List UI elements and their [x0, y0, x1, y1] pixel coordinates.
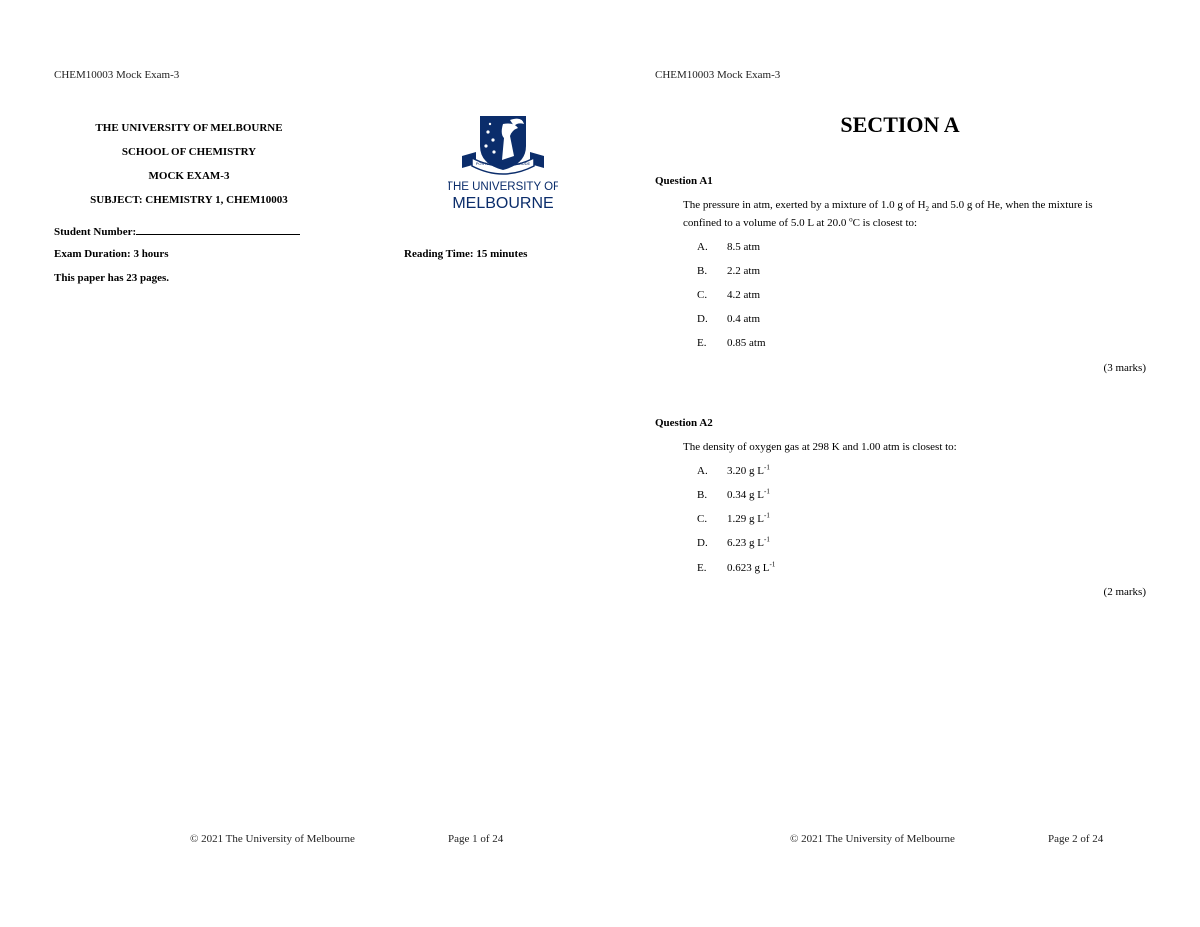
pages-note: This paper has 23 pages. [54, 272, 170, 284]
school-title: SCHOOL OF CHEMISTRY [121, 146, 257, 158]
a1-option-value[interactable]: 0.4 atm [727, 313, 760, 325]
a2-option-value[interactable]: 3.20 g $L^{-1}$ [727, 463, 770, 477]
a2-option-letter: A. [697, 465, 708, 477]
page1-footer-copyright: © 2021 The University of Melbourne [190, 833, 355, 845]
question-a1-marks: (3 marks) [1103, 362, 1146, 374]
subject-title: SUBJECT: CHEMISTRY 1, CHEM10003 [90, 194, 288, 206]
logo-line1: THE UNIVERSITY OF [448, 181, 558, 193]
page1-header: CHEM10003 Mock Exam-3 [54, 69, 180, 81]
a2-option-value[interactable]: 6.23 g $L^{-1}$ [727, 535, 770, 549]
crest-icon [448, 112, 558, 214]
student-number-field [54, 224, 300, 238]
page2-footer-copyright: © 2021 The University of Melbourne [790, 833, 955, 845]
question-a1-text-line1: The pressure in atm, exerted by a mixture of 1.0 g of $H_2$ and 5.0 g of He, when the mixture is [683, 199, 1093, 214]
a1-option-letter: A. [697, 241, 708, 253]
a1-option-value[interactable]: 4.2 atm [727, 289, 760, 301]
question-a2-marks: (2 marks) [1103, 586, 1146, 598]
a2-option-value[interactable]: 0.34 g $L^{-1}$ [727, 487, 770, 501]
question-a2-title: Question A2 [655, 417, 713, 429]
a2-option-letter: B. [697, 489, 708, 501]
a2-option-value[interactable]: 1.29 g $L^{-1}$ [727, 511, 770, 525]
a1-option-letter: D. [697, 313, 708, 325]
page2-footer-page: Page 2 of 24 [1048, 833, 1104, 845]
university-logo [448, 112, 558, 214]
student-number-line [136, 224, 300, 235]
question-a1-title: Question A1 [655, 175, 713, 187]
exam-title: MOCK EXAM-3 [148, 170, 230, 182]
a1-option-letter: E. [697, 337, 707, 349]
a1-option-value[interactable]: 8.5 atm [727, 241, 760, 253]
a1-option-value[interactable]: 0.85 atm [727, 337, 766, 349]
a2-option-letter: D. [697, 537, 708, 549]
a2-option-value[interactable]: 0.623 g $L^{-1}$ [727, 560, 776, 574]
a1-option-letter: C. [697, 289, 708, 301]
logo-line2: MELBOURNE [452, 195, 554, 212]
exam-duration: Exam Duration: 3 hours [54, 248, 169, 260]
page2-header: CHEM10003 Mock Exam-3 [655, 69, 781, 81]
question-a2-text: The density of oxygen gas at 298 K and 1.00 atm is closest to: [683, 441, 957, 453]
a2-option-letter: C. [697, 513, 708, 525]
a1-option-value[interactable]: 2.2 atm [727, 265, 760, 277]
reading-time: Reading Time: 15 minutes [404, 248, 528, 260]
question-a1-text-line2: confined to a volume of 5.0 L at 20.0 $^o$C is closest to: [683, 215, 918, 229]
student-number-label: Student Number: [54, 226, 137, 238]
university-title: THE UNIVERSITY OF MELBOURNE [95, 122, 283, 134]
section-title: SECTION A [840, 112, 960, 137]
a2-option-letter: E. [697, 562, 707, 574]
page1-footer-page: Page 1 of 24 [448, 833, 504, 845]
svg-text:POSTERA CRESCAM LAUDE: POSTERA CRESCAM LAUDE [475, 161, 531, 166]
a1-option-letter: B. [697, 265, 708, 277]
